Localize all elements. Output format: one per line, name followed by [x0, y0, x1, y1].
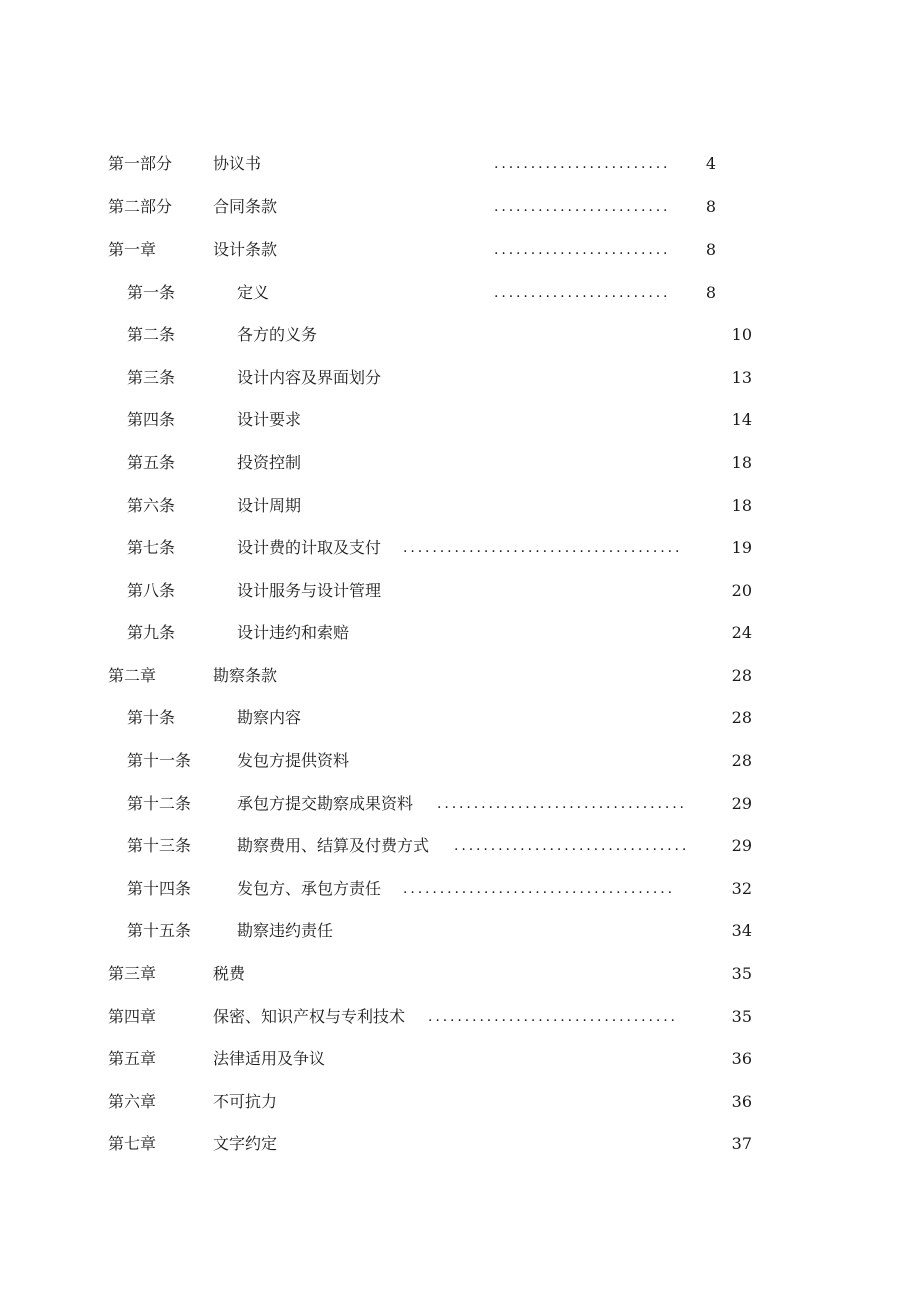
toc-entry-label: 第十四条 — [127, 879, 192, 898]
toc-entry — [0, 323, 920, 347]
toc-entry-label: 第十二条 — [127, 794, 192, 813]
toc-entry-page: 18 — [731, 453, 752, 472]
toc-entry — [0, 1090, 920, 1114]
toc-entry-page: 8 — [705, 240, 716, 259]
toc-entry — [0, 238, 920, 262]
toc-entry-label: 第七章 — [108, 1134, 157, 1153]
toc-entry-leader: ...................................... — [403, 540, 683, 556]
toc-entry-page: 14 — [731, 410, 752, 429]
toc-entry-title: 勘察内容 — [237, 708, 302, 727]
toc-entry-label: 第十五条 — [127, 921, 192, 940]
toc-entry-label: 第九条 — [127, 623, 176, 642]
toc-entry-title: 协议书 — [213, 154, 262, 173]
toc-entry-page: 18 — [731, 496, 752, 515]
toc-entry-page: 19 — [731, 538, 752, 557]
toc-entry-page: 35 — [731, 1007, 752, 1026]
toc-entry-title: 设计内容及界面划分 — [237, 368, 382, 387]
toc-entry-leader: ........................ — [494, 242, 671, 258]
toc-entry — [0, 919, 920, 943]
toc-entry-title: 勘察条款 — [213, 666, 278, 685]
toc-entry-page: 34 — [731, 921, 752, 940]
toc-entry-title: 文字约定 — [213, 1134, 278, 1153]
toc-entry-title: 定义 — [237, 283, 270, 302]
toc-entry — [0, 536, 920, 560]
toc-entry-page: 28 — [731, 666, 752, 685]
toc-entry — [0, 366, 920, 390]
toc-entry-leader: .................................. — [437, 796, 687, 812]
toc-entry-title: 勘察费用、结算及付费方式 — [237, 836, 430, 855]
toc-entry-title: 保密、知识产权与专利技术 — [213, 1007, 406, 1026]
toc-entry-leader: .................................. — [428, 1009, 678, 1025]
toc-entry — [0, 792, 920, 816]
toc-entry-page: 28 — [731, 708, 752, 727]
toc-entry-title: 设计服务与设计管理 — [237, 581, 382, 600]
toc-entry-title: 不可抗力 — [213, 1092, 278, 1111]
toc-entry-leader: ................................ — [454, 838, 690, 854]
toc-entry-label: 第六章 — [108, 1092, 157, 1111]
toc-entry-label: 第二条 — [127, 325, 176, 344]
toc-entry-page: 8 — [705, 197, 716, 216]
toc-entry-page: 8 — [705, 283, 716, 302]
toc-entry-page: 29 — [731, 794, 752, 813]
toc-entry-label: 第五条 — [127, 453, 176, 472]
toc-entry-page: 28 — [731, 751, 752, 770]
toc-entry-title: 设计要求 — [237, 410, 302, 429]
toc-entry-label: 第二章 — [108, 666, 157, 685]
toc-entry-label: 第四章 — [108, 1007, 157, 1026]
toc-entry-label: 第一章 — [108, 240, 157, 259]
toc-entry-label: 第一部分 — [108, 154, 173, 173]
toc-entry — [0, 621, 920, 645]
toc-entry — [0, 877, 920, 901]
toc-entry-leader: ........................ — [494, 285, 671, 301]
toc-entry-label: 第七条 — [127, 538, 176, 557]
toc-entry-title: 投资控制 — [237, 453, 302, 472]
toc-entry-label: 第三章 — [108, 964, 157, 983]
toc-entry-page: 13 — [731, 368, 752, 387]
toc-entry — [0, 408, 920, 432]
toc-entry — [0, 152, 920, 176]
toc-entry — [0, 749, 920, 773]
toc-entry — [0, 195, 920, 219]
toc-entry-title: 发包方提供资料 — [237, 751, 350, 770]
toc-entry-page: 4 — [705, 154, 716, 173]
toc-entry-label: 第五章 — [108, 1049, 157, 1068]
toc-entry-label: 第十三条 — [127, 836, 192, 855]
toc-entry-label: 第四条 — [127, 410, 176, 429]
toc-entry-label: 第十条 — [127, 708, 176, 727]
toc-entry — [0, 1005, 920, 1029]
toc-entry-label: 第八条 — [127, 581, 176, 600]
toc-entry-page: 35 — [731, 964, 752, 983]
toc-entry-title: 设计违约和索赔 — [237, 623, 350, 642]
toc-entry-label: 第六条 — [127, 496, 176, 515]
toc-entry-page: 37 — [731, 1134, 752, 1153]
toc-entry-page: 36 — [731, 1049, 752, 1068]
toc-entry — [0, 1047, 920, 1071]
toc-entry-leader: ........................ — [494, 199, 671, 215]
toc-entry-title: 发包方、承包方责任 — [237, 879, 382, 898]
toc-entry-leader: ........................ — [494, 156, 671, 172]
toc-entry — [0, 1132, 920, 1156]
toc-entry-label: 第一条 — [127, 283, 176, 302]
toc-entry — [0, 451, 920, 475]
toc-entry-leader: ..................................... — [403, 881, 675, 897]
toc-entry — [0, 706, 920, 730]
toc-entry — [0, 834, 920, 858]
toc-entry — [0, 664, 920, 688]
toc-entry-title: 设计费的计取及支付 — [237, 538, 382, 557]
toc-entry-page: 20 — [731, 581, 752, 600]
toc-entry — [0, 494, 920, 518]
toc-entry-title: 承包方提交勘察成果资料 — [237, 794, 414, 813]
toc-entry-title: 勘察违约责任 — [237, 921, 334, 940]
toc-entry-label: 第二部分 — [108, 197, 173, 216]
toc-entry — [0, 962, 920, 986]
toc-entry-title: 设计周期 — [237, 496, 302, 515]
toc-entry-title: 法律适用及争议 — [213, 1049, 326, 1068]
toc-entry-page: 32 — [731, 879, 752, 898]
toc-entry-page: 29 — [731, 836, 752, 855]
toc-entry-page: 24 — [731, 623, 752, 642]
toc-entry — [0, 579, 920, 603]
toc-entry-title: 税费 — [213, 964, 246, 983]
toc-entry — [0, 281, 920, 305]
toc-entry-title: 各方的义务 — [237, 325, 318, 344]
toc-entry-label: 第十一条 — [127, 751, 192, 770]
toc-entry-page: 36 — [731, 1092, 752, 1111]
toc-entry-title: 设计条款 — [213, 240, 278, 259]
toc-entry-page: 10 — [731, 325, 752, 344]
toc-entry-title: 合同条款 — [213, 197, 278, 216]
toc-entry-label: 第三条 — [127, 368, 176, 387]
